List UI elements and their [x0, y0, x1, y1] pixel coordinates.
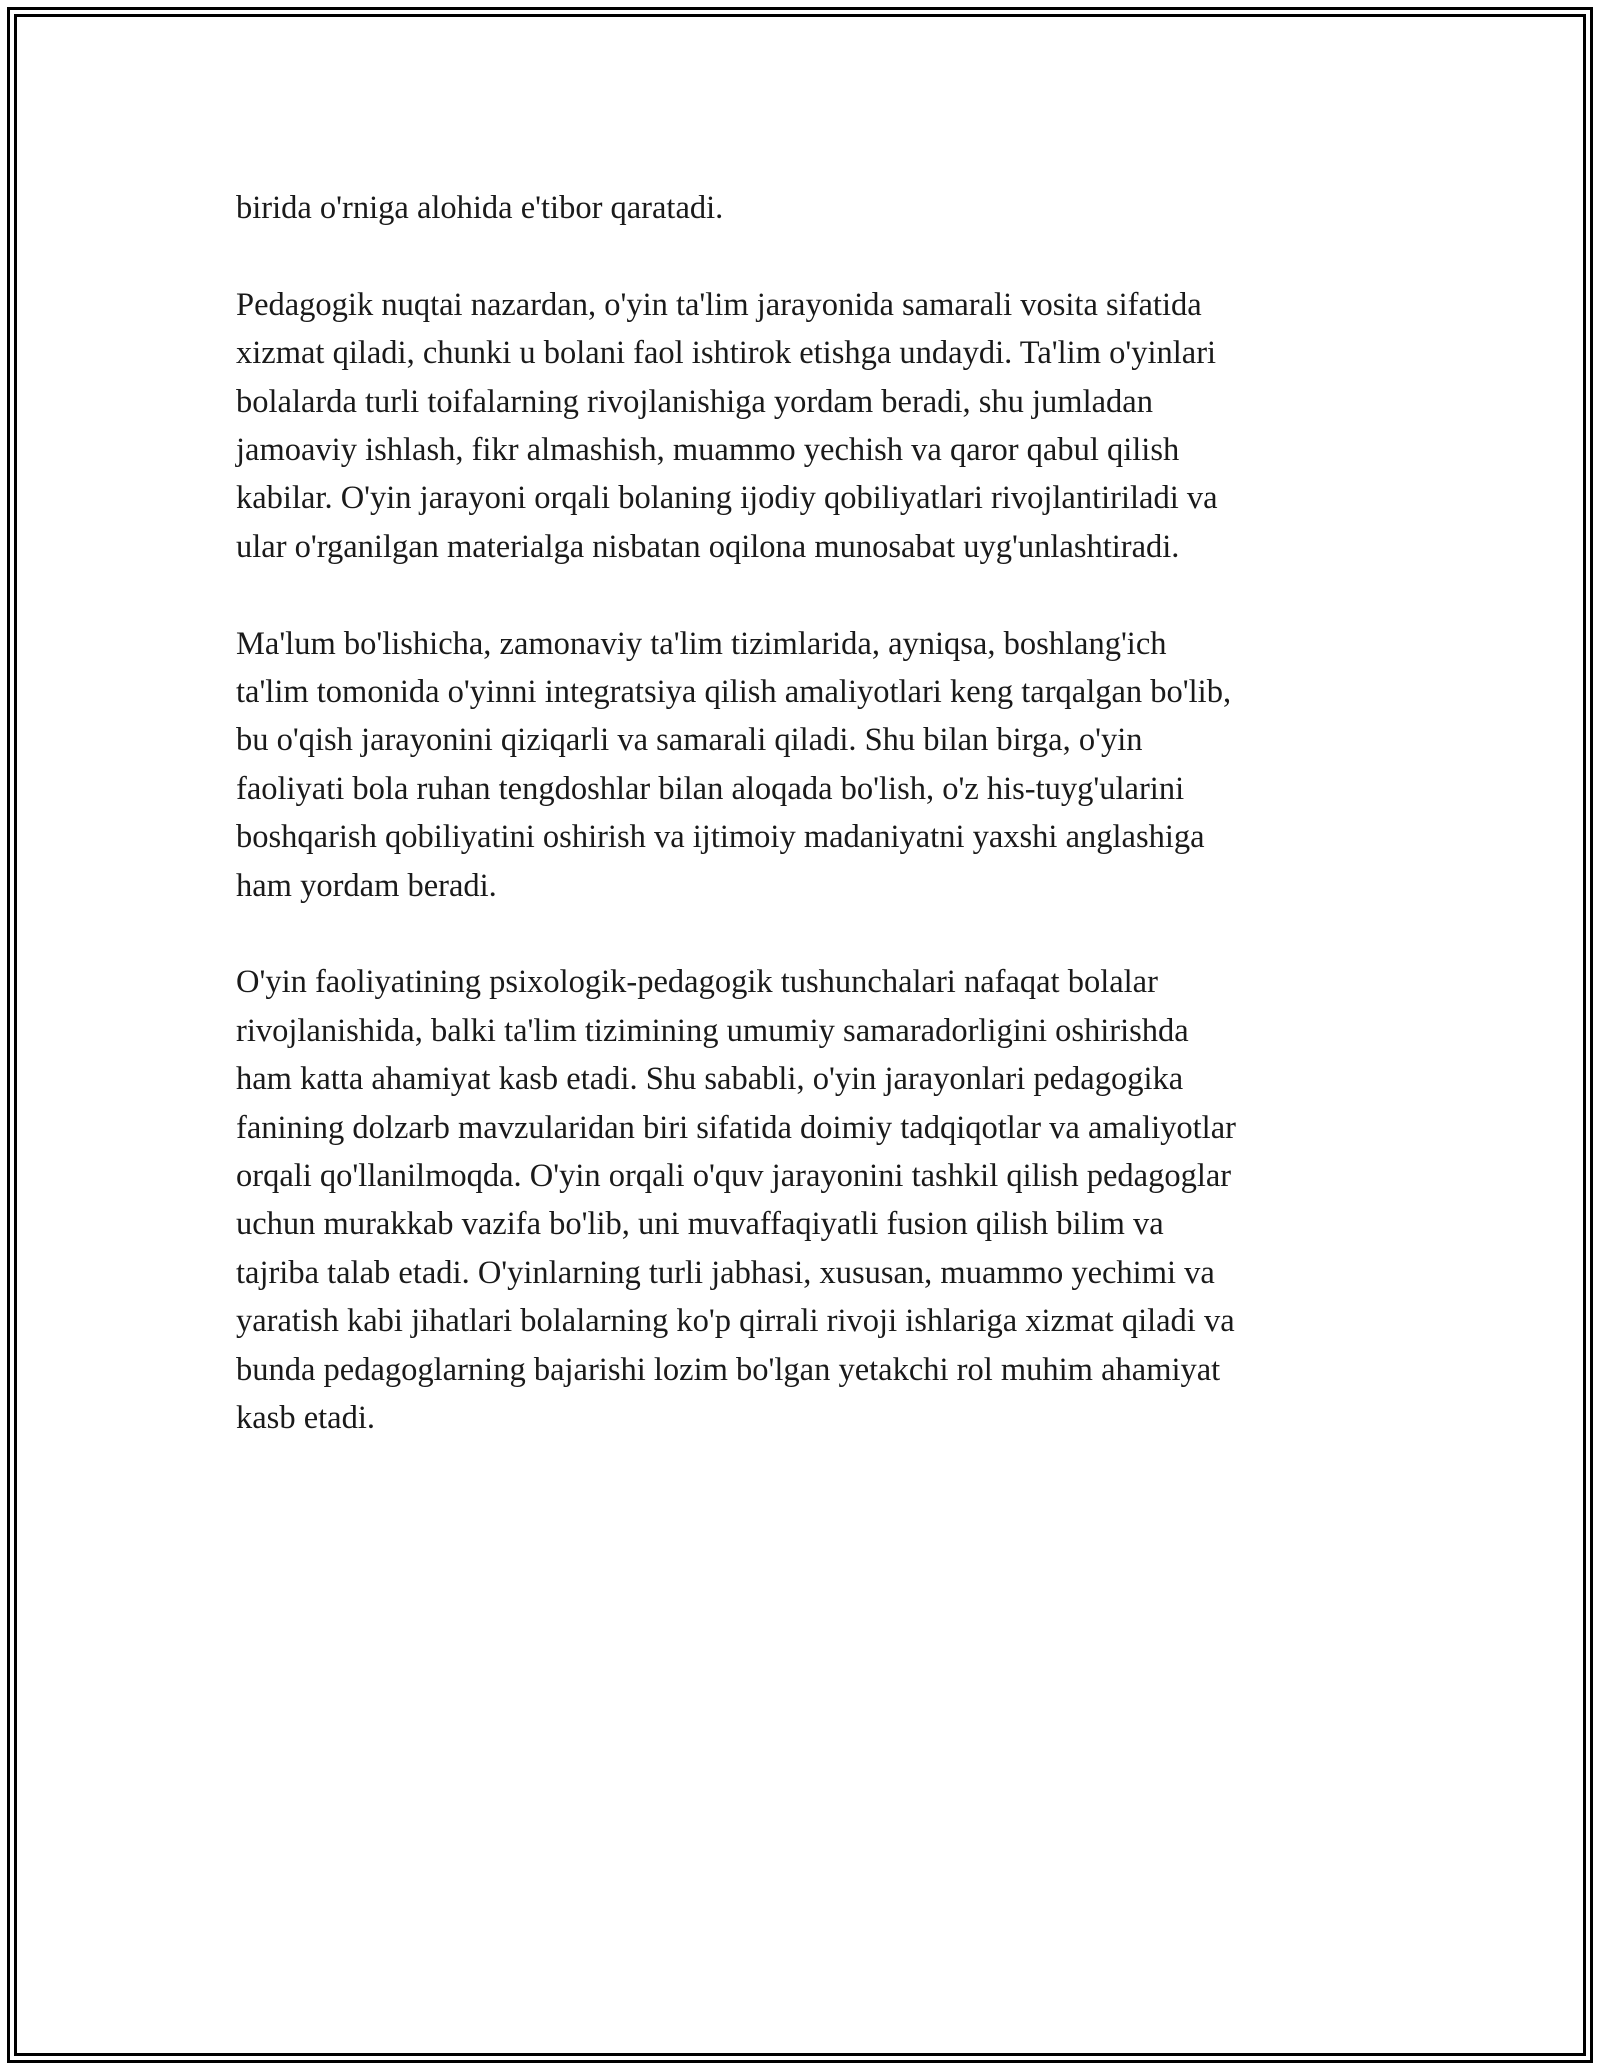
text-line: fanining dolzarb mavzularidan biri sifatida doimiy tadqiqotlar va amaliyotlar	[236, 1109, 1236, 1146]
text-line: ham yordam beradi.	[236, 867, 497, 904]
text-line: rivojlanishida, balki ta'lim tizimining umumiy samaradorligini oshirishda	[236, 1012, 1189, 1049]
text-line: xizmat qiladi, chunki u bolani faol ishtirok etishga undaydi. Ta'lim o'yinlari	[236, 335, 1217, 372]
text-line: ta'lim tomonida o'yinni integratsiya qilish amaliyotlari keng tarqalgan bo'lib,	[236, 674, 1232, 711]
text-line: bu o'qish jarayonini qiziqarli va samarali qiladi. Shu bilan birga, o'yin	[236, 722, 1143, 759]
text-line: boshqarish qobiliyatini oshirish va ijtimoiy madaniyatni yaxshi anglashiga	[236, 819, 1205, 856]
text-line: bolalarda turli toifalarning rivojlanishiga yordam beradi, shu jumladan	[236, 383, 1153, 420]
text-line: kasb etadi.	[236, 1400, 375, 1437]
text-line: jamoaviy ishlash, fikr almashish, muammo yechish va qaror qabul qilish	[236, 432, 1180, 469]
text-line: ular o'rganilgan materialga nisbatan oqilona munosabat uyg'unlashtiradi.	[236, 528, 1180, 565]
paragraph-3	[236, 620, 1366, 910]
text-line: kabilar. O'yin jarayoni orqali bolaning ijodiy qobiliyatlari rivojlantiriladi va	[236, 480, 1218, 517]
document-body	[236, 184, 1366, 1491]
text-line: yaratish kabi jihatlari bolalarning ko'p qirrali rivoji ishlariga xizmat qiladi va	[236, 1303, 1235, 1340]
paragraph-2	[236, 281, 1366, 571]
paragraph-1	[236, 184, 1366, 232]
text-line: tajriba talab etadi. O'yinlarning turli jabhasi, xususan, muammo yechimi va	[236, 1254, 1215, 1291]
text-line: Pedagogik nuqtai nazardan, o'yin ta'lim jarayonida samarali vosita sifatida	[236, 286, 1202, 323]
paragraph-4	[236, 958, 1366, 1442]
text-line: bunda pedagoglarning bajarishi lozim bo'lgan yetakchi rol muhim ahamiyat	[236, 1351, 1221, 1388]
text-line: O'yin faoliyatining psixologik-pedagogik tushunchalari nafaqat bolalar	[236, 964, 1158, 1001]
text-line: uchun murakkab vazifa bo'lib, uni muvaffaqiyatli fusion qilish bilim va	[236, 1206, 1164, 1243]
text-line: birida o'rniga alohida e'tibor qaratadi.	[236, 190, 724, 226]
text-line: ham katta ahamiyat kasb etadi. Shu sababli, o'yin jarayonlari pedagogika	[236, 1061, 1184, 1098]
text-line: faoliyati bola ruhan tengdoshlar bilan aloqada bo'lish, o'z his-tuyg'ularini	[236, 770, 1185, 807]
text-line: orqali qo'llanilmoqda. O'yin orqali o'quv jarayonini tashkil qilish pedagoglar	[236, 1158, 1232, 1195]
text-line: Ma'lum bo'lishicha, zamonaviy ta'lim tizimlarida, ayniqsa, boshlang'ich	[236, 625, 1167, 662]
